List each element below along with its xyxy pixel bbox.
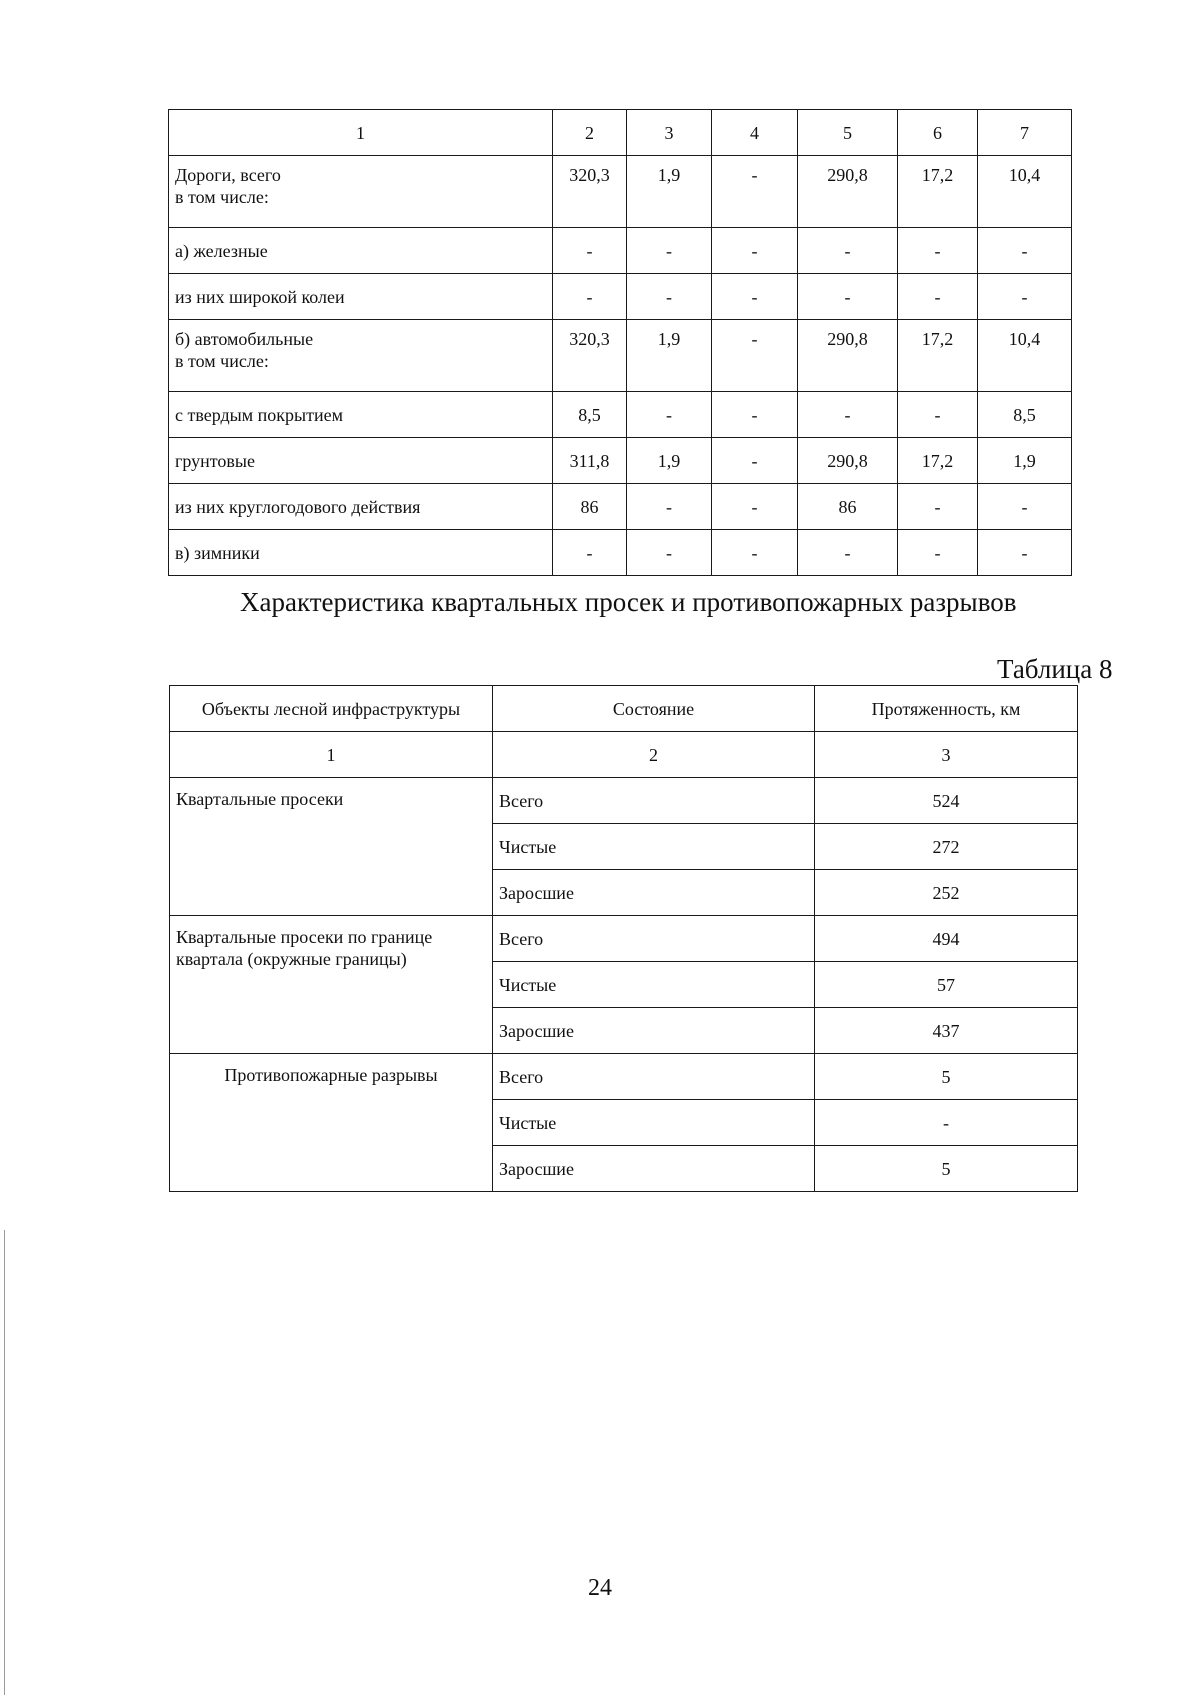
roads-cell-value: 1,9 [627, 156, 712, 228]
roads-cell-value: - [978, 228, 1072, 274]
roads-cell-value: - [627, 228, 712, 274]
roads-cell-value: - [627, 274, 712, 320]
roads-column-number: 2 [553, 110, 627, 156]
table-caption: Таблица 8 [997, 654, 1113, 684]
roads-row-label-line: в) зимники [175, 542, 260, 563]
infra-state: Чистые [493, 1100, 815, 1146]
infra-length: 494 [815, 916, 1078, 962]
roads-cell-value: - [627, 392, 712, 438]
roads-row-label [169, 274, 553, 320]
page-number: 24 [588, 1575, 612, 1601]
roads-cell-value: 1,9 [627, 320, 712, 392]
roads-row-label [169, 484, 553, 530]
roads-cell-value: - [978, 530, 1072, 576]
roads-cell-value: - [712, 320, 798, 392]
roads-cell-value: - [553, 530, 627, 576]
infra-header-row [170, 686, 1078, 732]
roads-cell-value: 290,8 [798, 438, 898, 484]
roads-cell-value: 1,9 [627, 438, 712, 484]
roads-cell-value: - [898, 228, 978, 274]
roads-cell-value: - [553, 274, 627, 320]
roads-row [169, 320, 1072, 392]
roads-column-number: 1 [169, 110, 553, 156]
infra-table [169, 685, 1078, 1192]
roads-cell-value: - [712, 530, 798, 576]
roads-cell-value: - [627, 484, 712, 530]
roads-row [169, 392, 1072, 438]
roads-row-label [169, 228, 553, 274]
roads-cell-value: 320,3 [553, 320, 627, 392]
roads-row [169, 530, 1072, 576]
infra-header-cell: Объекты лесной инфраструктуры [170, 686, 493, 732]
roads-table-body [169, 110, 1072, 576]
infra-state: Чистые [493, 824, 815, 870]
page-edge-line [4, 1230, 5, 1695]
section-heading: Характеристика квартальных просек и противопожарных разрывов [240, 587, 1017, 617]
roads-cell-value: - [898, 274, 978, 320]
infra-state: Заросшие [493, 1146, 815, 1192]
roads-row-label-line: б) автомобильные [175, 329, 314, 349]
roads-cell-value: - [627, 530, 712, 576]
roads-cell-value: 17,2 [898, 438, 978, 484]
infra-table-body [170, 686, 1078, 1192]
infra-length: 57 [815, 962, 1078, 1008]
roads-row-label [169, 156, 553, 228]
infra-length: 252 [815, 870, 1078, 916]
roads-row [169, 484, 1072, 530]
infra-state: Всего [493, 1054, 815, 1100]
roads-cell-value: - [898, 392, 978, 438]
roads-header-row [169, 110, 1072, 156]
roads-row-label [169, 530, 553, 576]
infra-state: Всего [493, 916, 815, 962]
roads-column-number: 4 [712, 110, 798, 156]
roads-row-label-line: из них круглогодового действия [175, 496, 421, 517]
infra-row [170, 1054, 1078, 1100]
roads-cell-value: 311,8 [553, 438, 627, 484]
infra-header-cell: Протяженность, км [815, 686, 1078, 732]
roads-cell-value: 8,5 [553, 392, 627, 438]
roads-row [169, 274, 1072, 320]
infra-object-name: Квартальные просеки по границе квартала (окружные границы) [170, 916, 493, 1054]
roads-row-label-line: Дороги, всего [175, 165, 281, 185]
roads-column-number: 3 [627, 110, 712, 156]
roads-cell-value: 17,2 [898, 320, 978, 392]
infra-length: - [815, 1100, 1078, 1146]
roads-cell-value: - [978, 274, 1072, 320]
roads-row-label-line: в том числе: [175, 187, 269, 207]
roads-cell-value: - [798, 228, 898, 274]
infra-length: 524 [815, 778, 1078, 824]
infra-header-cell: Состояние [493, 686, 815, 732]
roads-cell-value: - [553, 228, 627, 274]
roads-cell-value: - [898, 484, 978, 530]
roads-cell-value: 320,3 [553, 156, 627, 228]
infra-length: 437 [815, 1008, 1078, 1054]
roads-cell-value: - [798, 392, 898, 438]
roads-cell-value: 10,4 [978, 320, 1072, 392]
roads-cell-value: - [978, 484, 1072, 530]
infra-length: 5 [815, 1054, 1078, 1100]
infra-state: Чистые [493, 962, 815, 1008]
roads-row [169, 156, 1072, 228]
roads-column-number: 7 [978, 110, 1072, 156]
roads-table [168, 109, 1072, 576]
infra-column-number-row [170, 732, 1078, 778]
infra-object-name: Противопожарные разрывы [170, 1054, 493, 1192]
infra-column-number: 2 [493, 732, 815, 778]
infra-state: Заросшие [493, 870, 815, 916]
infra-length: 272 [815, 824, 1078, 870]
roads-row-label [169, 392, 553, 438]
roads-row-label [169, 438, 553, 484]
roads-cell-value: 10,4 [978, 156, 1072, 228]
roads-cell-value: - [712, 438, 798, 484]
roads-cell-value: 86 [798, 484, 898, 530]
infra-column-number: 1 [170, 732, 493, 778]
infra-state: Заросшие [493, 1008, 815, 1054]
infra-object-name: Квартальные просеки [170, 778, 493, 916]
roads-cell-value: - [712, 274, 798, 320]
roads-row-label-line: грунтовые [175, 450, 255, 471]
roads-cell-value: - [712, 392, 798, 438]
roads-row-label [169, 320, 553, 392]
infra-column-number: 3 [815, 732, 1078, 778]
infra-length: 5 [815, 1146, 1078, 1192]
roads-row [169, 228, 1072, 274]
roads-cell-value: 290,8 [798, 320, 898, 392]
roads-column-number: 6 [898, 110, 978, 156]
infra-row [170, 916, 1078, 962]
roads-column-number: 5 [798, 110, 898, 156]
roads-cell-value: - [712, 156, 798, 228]
roads-cell-value: - [712, 228, 798, 274]
roads-cell-value: - [898, 530, 978, 576]
roads-cell-value: - [798, 530, 898, 576]
roads-row-label-line: с твердым покрытием [175, 404, 343, 425]
roads-cell-value: 290,8 [798, 156, 898, 228]
roads-cell-value: - [798, 274, 898, 320]
roads-cell-value: 8,5 [978, 392, 1072, 438]
roads-row-label-line: из них широкой колеи [175, 286, 345, 307]
roads-cell-value: 86 [553, 484, 627, 530]
roads-cell-value: - [712, 484, 798, 530]
infra-state: Всего [493, 778, 815, 824]
roads-row-label-line: а) железные [175, 240, 268, 261]
roads-cell-value: 17,2 [898, 156, 978, 228]
roads-row [169, 438, 1072, 484]
roads-row-label-line: в том числе: [175, 351, 269, 371]
roads-cell-value: 1,9 [978, 438, 1072, 484]
infra-row [170, 778, 1078, 824]
